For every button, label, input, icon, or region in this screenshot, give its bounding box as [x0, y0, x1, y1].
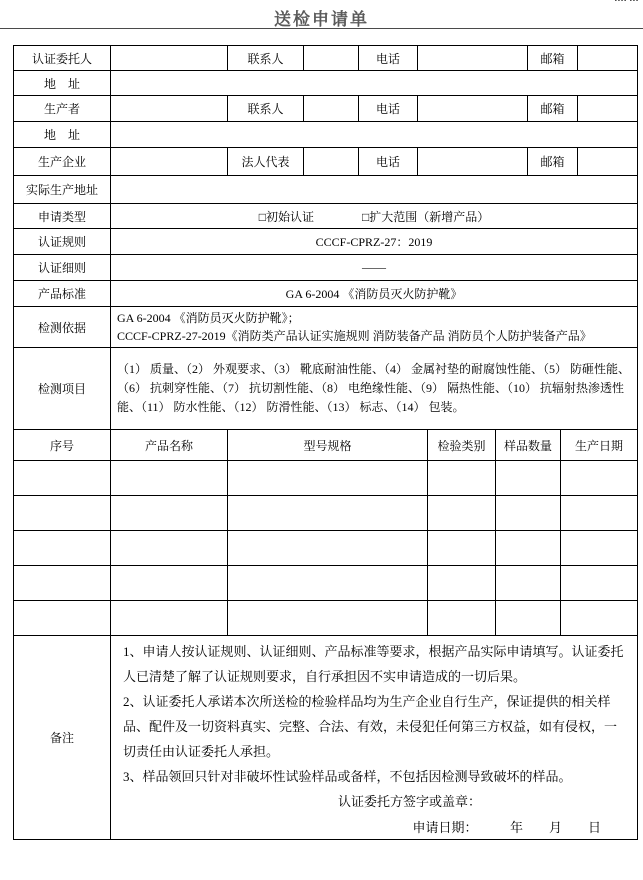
test-basis-line1: GA 6-2004 《消防员灭火防护靴》； — [117, 311, 300, 325]
row-applicant — [14, 46, 638, 71]
test-basis-value — [111, 307, 638, 348]
serial-cell[interactable] — [14, 496, 111, 531]
contact-label: 联系人 — [228, 46, 304, 71]
certification-rule-label: 认证规则 — [14, 229, 111, 255]
remarks-content — [111, 636, 637, 839]
row-certification-rule — [14, 229, 638, 255]
applicant-phone-field[interactable] — [418, 46, 528, 71]
phone-label: 电话 — [359, 46, 418, 71]
sample-qty-cell[interactable] — [496, 531, 561, 566]
serial-cell[interactable] — [14, 566, 111, 601]
model-spec-cell[interactable] — [228, 531, 428, 566]
product-name-cell[interactable] — [111, 601, 228, 636]
product-row — [14, 566, 638, 601]
remarks-label: 备注 — [14, 636, 111, 840]
page-title: 送检申请单 — [274, 10, 369, 29]
test-items-label: 检测项目 — [14, 348, 111, 430]
product-name-cell[interactable] — [111, 496, 228, 531]
applicant-contact-field[interactable] — [304, 46, 359, 71]
model-spec-cell[interactable] — [228, 566, 428, 601]
test-items-value — [111, 348, 638, 430]
certification-detail-value: —— — [111, 255, 638, 281]
production-date-cell[interactable] — [561, 496, 638, 531]
inspection-type-cell[interactable] — [428, 601, 496, 636]
manufacturer-phone-field[interactable] — [418, 148, 528, 176]
product-row — [14, 601, 638, 636]
producer-address-field[interactable] — [111, 122, 638, 148]
production-date-cell[interactable] — [561, 601, 638, 636]
test-basis-line2: CCCF-CPRZ-27-2019《消防类产品认证实施规则 消防装备产品 消防员个人防护装备产品》 — [117, 329, 592, 343]
actual-address-label: 实际生产地址 — [14, 176, 111, 204]
model-spec-cell[interactable] — [228, 601, 428, 636]
serial-cell[interactable] — [14, 531, 111, 566]
sample-qty-cell[interactable] — [496, 566, 561, 601]
producer-label: 生产者 — [14, 96, 111, 122]
manufacturer-label: 生产企业 — [14, 148, 111, 176]
applicant-email-field[interactable] — [578, 46, 638, 71]
inspection-type-cell[interactable] — [428, 531, 496, 566]
row-producer — [14, 96, 638, 122]
product-standard-value: GA 6-2004 《消防员灭火防护靴》 — [111, 281, 638, 307]
producer-address-label: 地 址 — [14, 122, 111, 148]
row-applicant-address — [14, 71, 638, 96]
remarks-paragraph-2: 2、认证委托人承诺本次所送检的检验样品均为生产企业自行生产，保证提供的相关样品、配件及一切资料真实、完整、合法、有效，未侵犯任何第三方权益，如有侵权，一切责任由认证委托人承担。 — [123, 694, 618, 759]
model-spec-cell[interactable] — [228, 496, 428, 531]
remarks-paragraph-1: 1、申请人按认证规则、认证细则、产品标准等要求，根据产品实际申请填写。认证委托人已清楚了解了认证规则要求，自行承担因不实申请造成的一切后果。 — [123, 644, 624, 684]
serial-cell[interactable] — [14, 461, 111, 496]
title-divider — [0, 28, 643, 29]
col-header-sample-qty: 样品数量 — [496, 430, 561, 461]
production-date-cell[interactable] — [561, 461, 638, 496]
legal-rep-label: 法人代表 — [228, 148, 304, 176]
manufacturer-email-field[interactable] — [578, 148, 638, 176]
sample-qty-cell[interactable] — [496, 601, 561, 636]
product-row — [14, 461, 638, 496]
email-label: 邮箱 — [528, 46, 578, 71]
info-table — [13, 45, 638, 430]
row-actual-address — [14, 176, 638, 204]
serial-cell[interactable] — [14, 601, 111, 636]
manufacturer-phone-label: 电话 — [359, 148, 418, 176]
product-row — [14, 496, 638, 531]
actual-address-field[interactable] — [111, 176, 638, 204]
producer-phone-label: 电话 — [359, 96, 418, 122]
row-producer-address — [14, 122, 638, 148]
certification-rule-value: CCCF-CPRZ-27：2019 — [111, 229, 638, 255]
product-standard-label: 产品标准 — [14, 281, 111, 307]
legal-rep-field[interactable] — [304, 148, 359, 176]
applicant-label: 认证委托人 — [14, 46, 111, 71]
product-table — [13, 429, 638, 636]
applicant-value-field[interactable] — [111, 46, 228, 71]
address-label: 地 址 — [14, 71, 111, 96]
col-header-inspection-type: 检验类别 — [428, 430, 496, 461]
model-spec-cell[interactable] — [228, 461, 428, 496]
production-date-cell[interactable] — [561, 531, 638, 566]
row-product-standard — [14, 281, 638, 307]
producer-contact-field[interactable] — [304, 96, 359, 122]
test-items-text: （1） 质量、（2） 外观要求、（3） 靴底耐油性能、（4） 金属衬垫的耐腐蚀性能、（5） 防砸性能、（6） 抗刺穿性能、（7） 抗切割性能、（8） 电绝缘性能、（9） 隔热性能、（10） 抗辐射热渗透性能、（11） 防水性能、（12） 防滑性能、（13） 标志、（14） 包装。 — [117, 362, 631, 414]
remarks-paragraph-3: 3、样品领回只针对非破坏性试验样品或备样，不包括因检测导致破坏的样品。 — [123, 769, 572, 784]
product-row — [14, 531, 638, 566]
applicant-address-field[interactable] — [111, 71, 638, 96]
remarks-table — [13, 635, 638, 840]
col-header-product-name: 产品名称 — [111, 430, 228, 461]
remarks-row — [14, 636, 638, 840]
row-manufacturer — [14, 148, 638, 176]
application-form — [13, 45, 637, 840]
producer-phone-field[interactable] — [418, 96, 528, 122]
col-header-model-spec: 型号规格 — [228, 430, 428, 461]
remarks-cell — [111, 636, 638, 840]
manufacturer-email-label: 邮箱 — [528, 148, 578, 176]
application-type-label: 申请类型 — [14, 204, 111, 229]
application-type-options[interactable]: □初始认证 □扩大范围（新增产品） — [111, 204, 638, 229]
manufacturer-value-field[interactable] — [111, 148, 228, 176]
inspection-type-cell[interactable] — [428, 461, 496, 496]
inspection-type-cell[interactable] — [428, 496, 496, 531]
product-name-cell[interactable] — [111, 531, 228, 566]
page-corner-artifact: ▪▪▪▪ ▪▪▪ — [614, 0, 639, 3]
certification-detail-label: 认证细则 — [14, 255, 111, 281]
inspection-type-cell[interactable] — [428, 566, 496, 601]
row-test-items — [14, 348, 638, 430]
row-certification-detail — [14, 255, 638, 281]
col-header-serial: 序号 — [14, 430, 111, 461]
product-header-row — [14, 430, 638, 461]
sample-qty-cell[interactable] — [496, 461, 561, 496]
producer-value-field[interactable] — [111, 96, 228, 122]
signature-line[interactable]: 认证委托方签字或盖章： — [337, 794, 481, 809]
producer-email-label: 邮箱 — [528, 96, 578, 122]
col-header-production-date: 生产日期 — [561, 430, 638, 461]
row-application-type — [14, 204, 638, 229]
test-basis-label: 检测依据 — [14, 307, 111, 348]
signature-block — [123, 789, 627, 840]
sample-qty-cell[interactable] — [496, 496, 561, 531]
row-test-basis — [14, 307, 638, 348]
product-name-cell[interactable] — [111, 566, 228, 601]
product-name-cell[interactable] — [111, 461, 228, 496]
application-date-line[interactable]: 申请日期： 年 月 日 — [412, 820, 601, 835]
producer-contact-label: 联系人 — [228, 96, 304, 122]
producer-email-field[interactable] — [578, 96, 638, 122]
production-date-cell[interactable] — [561, 566, 638, 601]
